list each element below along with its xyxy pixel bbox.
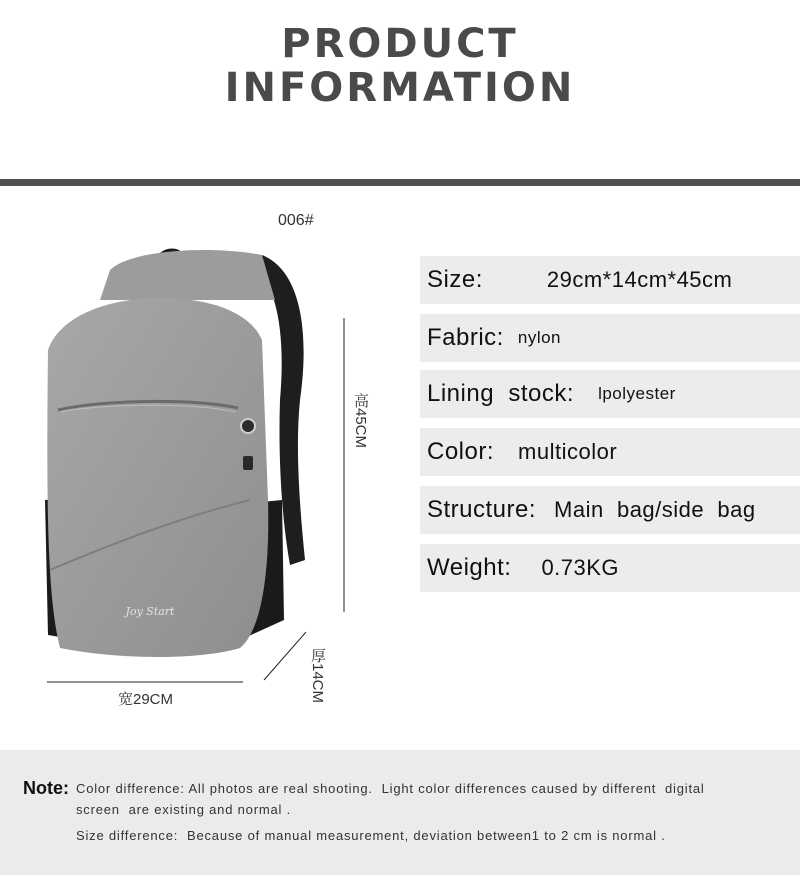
spec-value: 29cm*14cm*45cm <box>546 267 733 292</box>
spec-value: Main bag/side bag <box>554 497 756 522</box>
model-number: 006# <box>278 212 314 229</box>
note-line-3: Size difference: Because of manual measurement, deviation between1 to 2 cm is normal . <box>76 828 666 843</box>
spec-value: multicolor <box>518 439 618 464</box>
spec-label: Fabric: <box>427 324 504 351</box>
spec-row-size <box>420 256 800 304</box>
spec-row-fabric <box>420 314 800 362</box>
spec-label: Color: <box>427 438 495 465</box>
dimension-lines <box>0 0 420 740</box>
note-line-2: screen are existing and normal . <box>76 802 291 817</box>
spec-label: Size: <box>427 266 483 293</box>
depth-dimension: 厚14CM <box>309 648 326 704</box>
spec-row-color <box>420 428 800 476</box>
spec-label: Lining stock: <box>427 380 575 407</box>
spec-value: 0.73KG <box>541 555 620 580</box>
title-line-1: PRODUCT <box>281 21 519 67</box>
spec-row-weight <box>420 544 800 592</box>
height-dimension: 高45CM <box>352 393 369 449</box>
title-line-2: INFORMATION <box>224 65 576 111</box>
note-section <box>0 750 800 875</box>
spec-label: Weight: <box>427 554 512 581</box>
spec-row-lining <box>420 370 800 418</box>
spec-value: lpolyester <box>598 384 676 403</box>
spec-value: nylon <box>517 328 561 347</box>
spec-row-structure <box>420 486 800 534</box>
note-line-1: Color difference: All photos are real shooting. Light color differences caused by different digital <box>76 781 705 796</box>
note-label: Note: <box>23 778 69 798</box>
spec-label: Structure: <box>427 496 537 523</box>
brand-logo: Joy Start <box>125 605 175 618</box>
width-dimension: 宽29CM <box>118 691 174 708</box>
